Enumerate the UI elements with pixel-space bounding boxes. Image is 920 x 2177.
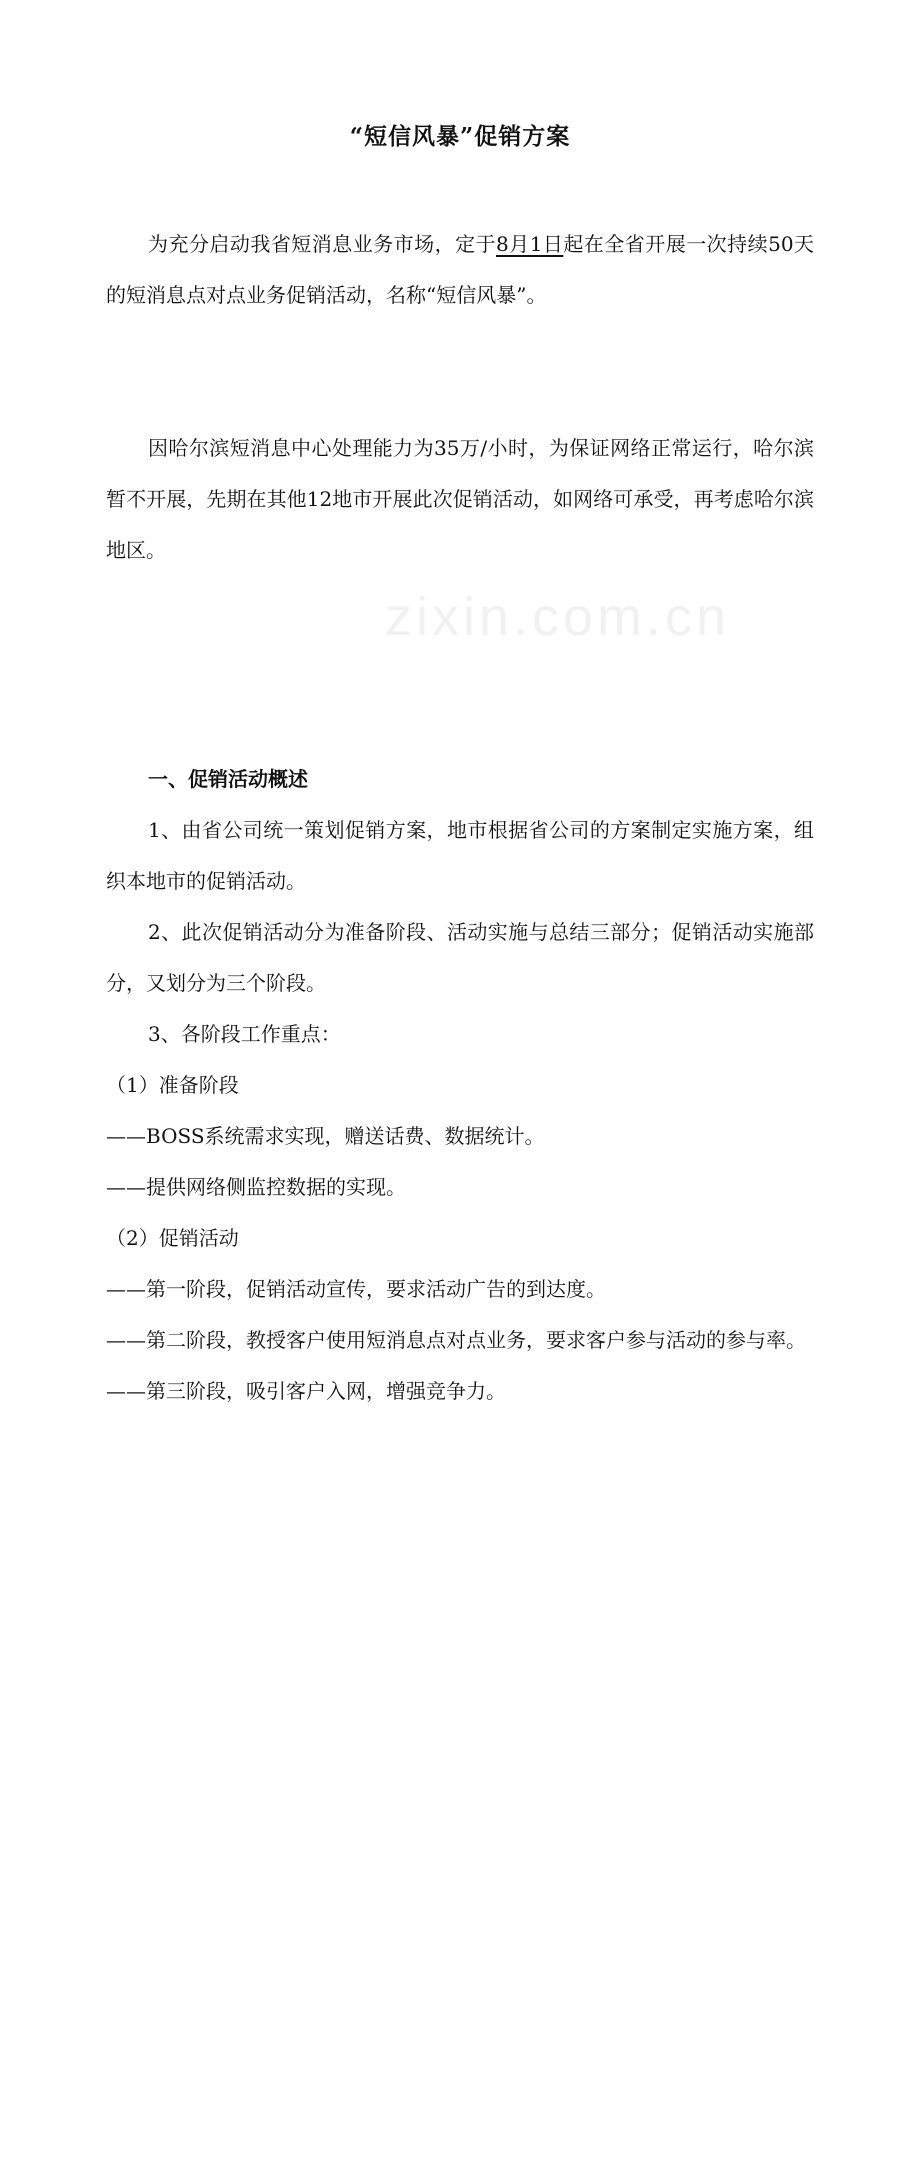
document-title: “短信风暴”促销方案 — [349, 123, 571, 150]
subsection-1-line-1: ——BOSS系统需求实现，赠送话费、数据统计。 — [106, 1124, 545, 1148]
subsection-1-heading: （1）准备阶段 — [106, 1073, 239, 1097]
section-1-item-2: 2、此次促销活动分为准备阶段、活动实施与总结三部分；促销活动实施部分，又划分为三个阶段。 — [106, 920, 814, 995]
subsection-1-line-2: ——提供网络侧监控数据的实现。 — [106, 1175, 406, 1199]
section-1 — [106, 754, 814, 1417]
section-1-item-3: 3、各阶段工作重点： — [148, 1022, 341, 1046]
intro-text-b: 起在全省开展一次持续50天的短消息点对点业务促销活动，名称“短信风暴”。 — [106, 232, 815, 307]
section-1-item-1: 1、由省公司统一策划促销方案，地市根据省公司的方案制定实施方案，组织本地市的促销活动。 — [106, 818, 814, 893]
intro-text-a: 为充分启动我省短消息业务市场，定于 — [148, 232, 497, 256]
intro-date: 8月1日 — [496, 232, 564, 256]
section-1-heading: 一、促销活动概述 — [148, 767, 308, 791]
intro-paragraph-2 — [106, 423, 814, 576]
subsection-2-heading: （2）促销活动 — [106, 1226, 239, 1250]
subsection-2-line-2: ——第二阶段，教授客户使用短消息点对点业务，要求客户参与活动的参与率。 — [106, 1328, 806, 1352]
intro-paragraph-2-text: 因哈尔滨短消息中心处理能力为35万/小时，为保证网络正常运行，哈尔滨暂不开展，先期在其他12地市开展此次促销活动，如网络可承受，再考虑哈尔滨地区。 — [106, 436, 814, 562]
watermark: zixin.com.cn — [385, 587, 731, 647]
subsection-2-line-3: ——第三阶段，吸引客户入网，增强竞争力。 — [106, 1379, 506, 1403]
intro-paragraph-1 — [106, 219, 814, 321]
page-number — [0, 2161, 817, 2177]
subsection-2-line-1: ——第一阶段，促销活动宣传，要求活动广告的到达度。 — [106, 1277, 606, 1301]
